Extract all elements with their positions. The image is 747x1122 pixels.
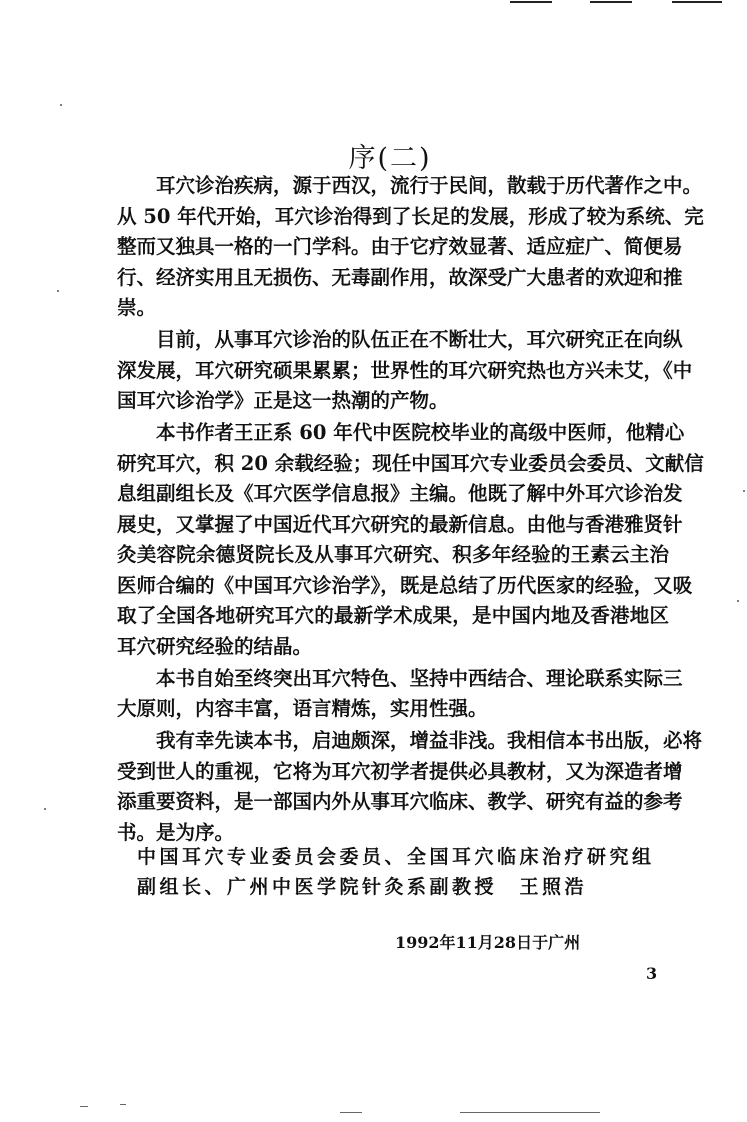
scan-speck bbox=[44, 808, 46, 810]
text-line: 本书作者王正系 60 年代中医院校毕业的高级中医师，他精心 bbox=[156, 421, 685, 444]
text-line: 耳穴诊治疾病，源于西汉，流行于民间，散载于历代著作之中。 bbox=[156, 174, 703, 197]
text-line: 医师合编的《中国耳穴诊治学》，既是总结了历代医家的经验，又吸 bbox=[117, 573, 693, 597]
text-line: 取了全国各地研究耳穴的最新学术成果，是中国内地及香港地区 bbox=[117, 604, 669, 627]
page-title: 序(二) bbox=[348, 143, 432, 174]
text-line: 崇。 bbox=[117, 296, 157, 319]
scan-speck bbox=[57, 290, 59, 292]
scan-speck bbox=[60, 104, 62, 106]
scan-speck bbox=[737, 600, 739, 602]
paragraph bbox=[117, 418, 704, 662]
paragraph bbox=[117, 726, 703, 848]
scan-speck bbox=[743, 490, 745, 492]
date-line: 1992年11月28日于广州 bbox=[395, 933, 581, 952]
scan-dash bbox=[340, 1112, 362, 1113]
preface-body bbox=[117, 171, 704, 850]
text-line: 添重要资料，是一部国内外从事耳穴临床、教学、研究有益的参考 bbox=[117, 790, 683, 813]
text-line: 展史，又掌握了中国近代耳穴研究的最新信息。由他与香港雅贤针 bbox=[117, 512, 683, 536]
scan-edge-mark bbox=[510, 1, 552, 3]
page-number: 3 bbox=[646, 964, 658, 983]
text-line: 息组副组长及《耳穴医学信息报》主编。他既了解中外耳穴诊治发 bbox=[117, 482, 683, 505]
text-line: 国耳穴诊治学》正是这一热潮的产物。 bbox=[117, 389, 449, 412]
signature-line-1: 中国耳穴专业委员会委员、全国耳穴临床治疗研究组 bbox=[137, 846, 655, 868]
text-line: 目前，从事耳穴诊治的队伍正在不断壮大，耳穴研究正在向纵 bbox=[156, 328, 683, 351]
scan-edge-mark bbox=[590, 1, 632, 3]
text-line: 我有幸先读本书，启迪颇深，增益非浅。我相信本书出版，必将 bbox=[156, 729, 703, 752]
scan-dash bbox=[120, 1104, 126, 1105]
scan-dash bbox=[80, 1106, 88, 1107]
paragraph bbox=[117, 664, 683, 725]
text-line: 耳穴研究经验的结晶。 bbox=[117, 634, 313, 658]
text-line: 灸美容院余德贤院长及从事耳穴研究、积多年经验的王素云主治 bbox=[117, 543, 669, 566]
text-line: 深发展，耳穴研究硕果累累；世界性的耳穴研究热也方兴未艾，《中 bbox=[117, 358, 693, 382]
scan-dash bbox=[460, 1112, 600, 1113]
paragraph bbox=[117, 171, 704, 324]
signature-line-2: 副组长、广州中医学院针灸系副教授 王照浩 bbox=[137, 876, 588, 898]
paragraph bbox=[117, 325, 693, 417]
text-line: 研究耳穴，积 20 余载经验；现任中国耳穴专业委员会委员、文献信 bbox=[117, 451, 704, 475]
text-line: 书。是为序。 bbox=[117, 820, 235, 844]
text-line: 大原则，内容丰富，语言精炼，实用性强。 bbox=[117, 697, 488, 720]
text-line: 从 50 年代开始，耳穴诊治得到了长足的发展，形成了较为系统、完 bbox=[117, 204, 704, 228]
text-line: 行、经济实用且无损伤、无毒副作用，故深受广大患者的欢迎和推 bbox=[117, 265, 683, 289]
text-line: 受到世人的重视，它将为耳穴初学者提供必具教材，又为深造者增 bbox=[117, 759, 683, 783]
scan-edge-mark bbox=[672, 1, 722, 3]
text-line: 整而又独具一格的一门学科。由于它疗效显著、适应症广、简便易 bbox=[117, 235, 683, 258]
text-line: 本书自始至终突出耳穴特色、坚持中西结合、理论联系实际三 bbox=[156, 666, 683, 690]
